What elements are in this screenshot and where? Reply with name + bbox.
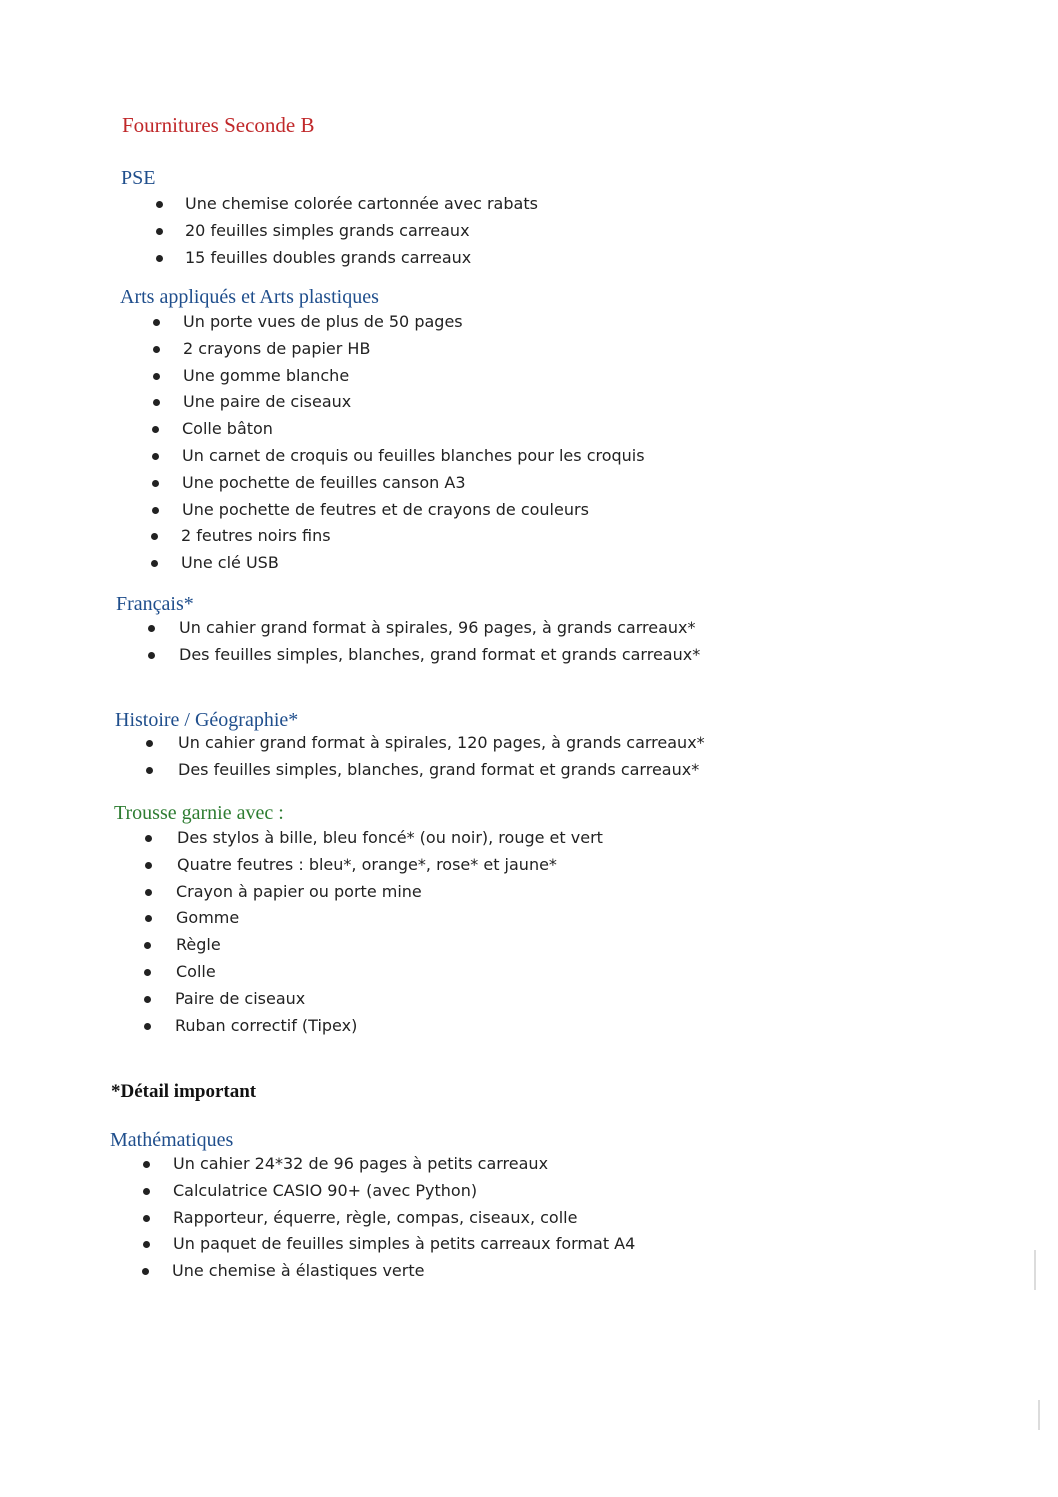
important-note (111, 1080, 256, 1104)
list-item: Quatre feutres : bleu*, orange*, rose* et jaune* (114, 852, 603, 879)
list-item: 2 crayons de papier HB (120, 336, 645, 363)
list-item: Une chemise à élastiques verte (110, 1258, 635, 1285)
scan-artifact (1034, 1250, 1036, 1290)
section-arts (120, 285, 645, 577)
bullet-icon (151, 560, 158, 567)
list-item: 20 feuilles simples grands carreaux (121, 218, 538, 245)
bullet-icon (143, 1161, 150, 1168)
bullet-icon (156, 201, 163, 208)
list-item: Ruban correctif (Tipex) (114, 1013, 603, 1040)
bullet-icon (144, 969, 151, 976)
list-item: Colle (114, 959, 603, 986)
list-item: Des feuilles simples, blanches, grand format et grands carreaux* (116, 642, 700, 669)
section-heading-arts: Arts appliqués et Arts plastiques (120, 286, 379, 308)
list-item: Rapporteur, équerre, règle, compas, ciseaux, colle (110, 1205, 635, 1232)
list-item: Crayon à papier ou porte mine (114, 879, 603, 906)
bullet-icon (151, 533, 158, 540)
list-item: Colle bâton (120, 416, 645, 443)
bullet-icon (145, 889, 152, 896)
section-francais (116, 592, 700, 669)
bullet-icon (153, 373, 160, 380)
list-item: Règle (114, 932, 603, 959)
page-title: Fournitures Seconde B (122, 113, 315, 137)
bullet-icon (153, 399, 160, 406)
section-heading-trousse: Trousse garnie avec : (114, 802, 284, 824)
item-list-histoire-geographie (115, 730, 705, 784)
list-item: Un porte vues de plus de 50 pages (120, 309, 645, 336)
list-item: Une gomme blanche (120, 363, 645, 390)
list-item: Une chemise colorée cartonnée avec rabats (121, 191, 538, 218)
important-note-text: *Détail important (111, 1081, 257, 1102)
list-item: Paire de ciseaux (114, 986, 603, 1013)
list-item: Des stylos à bille, bleu foncé* (ou noir), rouge et vert (114, 825, 603, 852)
item-list-trousse (114, 825, 603, 1039)
list-item: Calculatrice CASIO 90+ (avec Python) (110, 1178, 635, 1205)
section-heading-francais: Français* (116, 593, 194, 615)
list-item: Une pochette de feutres et de crayons de couleurs (120, 497, 645, 524)
bullet-icon (148, 625, 155, 632)
list-item: Une paire de ciseaux (120, 389, 645, 416)
bullet-icon (156, 228, 163, 235)
item-list-arts (120, 309, 645, 577)
bullet-icon (153, 319, 160, 326)
bullet-icon (144, 1023, 151, 1030)
list-item: Un cahier grand format à spirales, 96 pages, à grands carreaux* (116, 615, 700, 642)
bullet-icon (152, 480, 159, 487)
list-item: Un cahier 24*32 de 96 pages à petits carreaux (110, 1151, 635, 1178)
bullet-icon (143, 1215, 150, 1222)
section-heading-histoire-geographie: Histoire / Géographie* (115, 709, 299, 731)
list-item: Une pochette de feuilles canson A3 (120, 470, 645, 497)
list-item: Un paquet de feuilles simples à petits carreaux format A4 (110, 1231, 635, 1258)
item-list-pse (121, 191, 538, 271)
list-item: Un carnet de croquis ou feuilles blanches pour les croquis (120, 443, 645, 470)
bullet-icon (152, 453, 159, 460)
bullet-icon (148, 652, 155, 659)
section-heading-mathematiques: Mathématiques (110, 1129, 234, 1151)
bullet-icon (145, 835, 152, 842)
bullet-icon (142, 1268, 149, 1275)
bullet-icon (144, 942, 151, 949)
item-list-mathematiques (110, 1151, 635, 1285)
bullet-icon (145, 915, 152, 922)
bullet-icon (145, 862, 152, 869)
list-item: Des feuilles simples, blanches, grand format et grands carreaux* (115, 757, 705, 784)
bullet-icon (156, 255, 163, 262)
section-heading-pse: PSE (121, 167, 156, 189)
section-trousse (114, 801, 603, 1039)
list-item: 15 feuilles doubles grands carreaux (121, 245, 538, 272)
bullet-icon (152, 507, 159, 514)
bullet-icon (144, 996, 151, 1003)
scan-artifact (1038, 1400, 1040, 1430)
list-item: Un cahier grand format à spirales, 120 pages, à grands carreaux* (115, 730, 705, 757)
section-mathematiques (110, 1128, 635, 1285)
bullet-icon (146, 740, 153, 747)
bullet-icon (143, 1241, 150, 1248)
bullet-icon (146, 767, 153, 774)
item-list-francais (116, 615, 700, 669)
list-item: Gomme (114, 905, 603, 932)
section-pse (121, 166, 538, 271)
bullet-icon (153, 346, 160, 353)
list-item: Une clé USB (120, 550, 645, 577)
bullet-icon (152, 426, 159, 433)
list-item: 2 feutres noirs fins (120, 523, 645, 550)
bullet-icon (143, 1188, 150, 1195)
section-histoire-geographie (115, 708, 705, 784)
